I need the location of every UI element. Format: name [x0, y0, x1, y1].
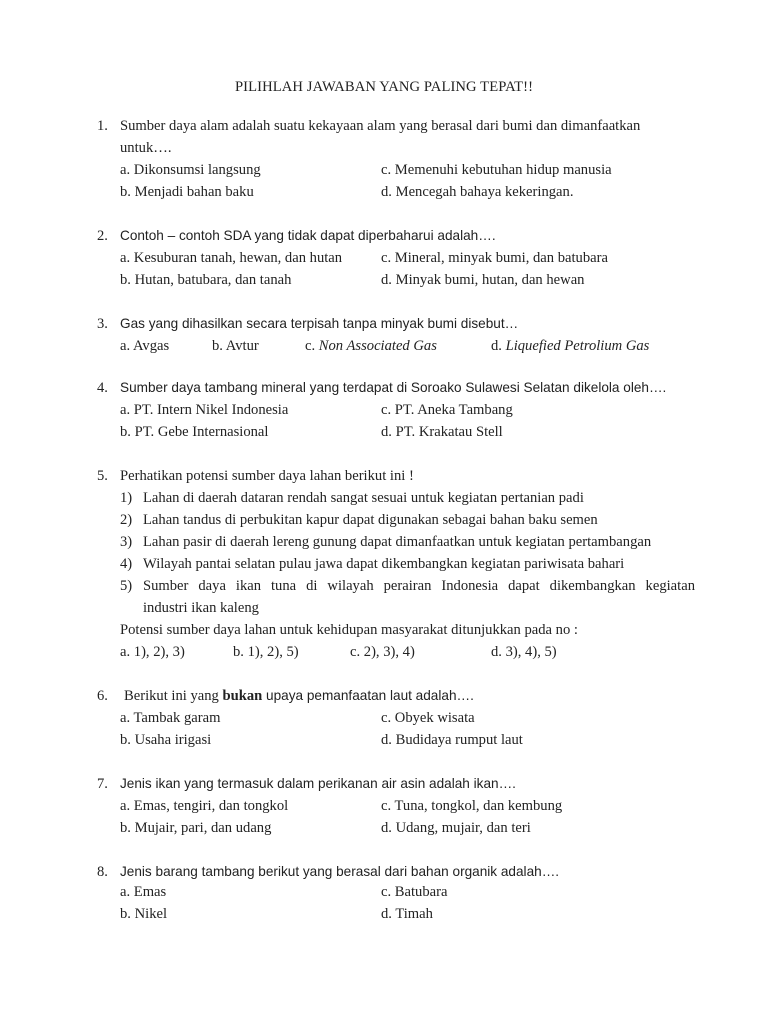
option-b: b. PT. Gebe Internasional [120, 424, 269, 440]
option-c: c. Obyek wisata [381, 710, 475, 726]
option-c: c. Memenuhi kebutuhan hidup manusia [381, 162, 612, 178]
option-c: c. Tuna, tongkol, dan kembung [381, 798, 563, 814]
question-number: 8. [97, 864, 108, 880]
option-b: b. Usaha irigasi [120, 732, 212, 748]
page-title: PILIHLAH JAWABAN YANG PALING TEPAT!! [234, 79, 534, 95]
option-a: a. Tambak garam [120, 710, 221, 726]
question-text-pre: Berikut ini yang [124, 688, 223, 704]
question-number: 1. [97, 118, 108, 134]
option-a: a. Avgas [120, 338, 170, 354]
question-text: Gas yang dihasilkan secara terpisah tanpa minyak bumi disebut… [120, 316, 519, 331]
item-number: 4) [120, 556, 133, 572]
option-c [305, 337, 437, 355]
option-a: a. PT. Intern Nikel Indonesia [120, 402, 289, 418]
option-a: a. Kesuburan tanah, hewan, dan hutan [120, 250, 343, 266]
option-a: a. 1), 2), 3) [120, 644, 185, 660]
question-text: Sumber daya tambang mineral yang terdapat di Soroako Sulawesi Selatan dikelola oleh…. [120, 380, 667, 395]
option-d-text: Liquefied Petrolium Gas [505, 338, 650, 354]
question-number: 6. [97, 688, 108, 704]
option-d: d. Budidaya rumput laut [381, 732, 523, 748]
option-c: c. Batubara [381, 884, 448, 900]
question-text-bold: bukan [222, 688, 263, 704]
option-c: c. 2), 3), 4) [350, 644, 415, 660]
option-b: b. Menjadi bahan baku [120, 184, 254, 200]
item-number: 2) [120, 512, 133, 528]
option-d: d. 3), 4), 5) [491, 644, 557, 660]
item-text: Sumber daya ikan tuna di wilayah perairan Indonesia dapat dikembangkan kegiatan [143, 578, 695, 594]
question-text-cont: untuk…. [120, 140, 172, 156]
item-number: 1) [120, 490, 133, 506]
question-text: Contoh – contoh SDA yang tidak dapat diperbaharui adalah…. [120, 228, 496, 243]
question-text-post: upaya pemanfaatan laut adalah…. [262, 688, 474, 703]
question-number: 4. [97, 380, 108, 396]
question-number: 2. [97, 228, 108, 244]
option-d: d. Mencegah bahaya kekeringan. [381, 184, 574, 200]
option-b: b. Nikel [120, 906, 168, 922]
option-d: d. Udang, mujair, dan teri [381, 820, 531, 836]
option-c: c. PT. Aneka Tambang [381, 402, 513, 418]
option-d: d. Timah [381, 906, 433, 922]
question-text: Jenis ikan yang termasuk dalam perikanan air asin adalah ikan…. [120, 776, 516, 791]
question-text: Perhatikan potensi sumber daya lahan berikut ini ! [120, 468, 414, 484]
item-text: Lahan di daerah dataran rendah sangat sesuai untuk kegiatan pertanian padi [143, 490, 584, 506]
question-number: 3. [97, 316, 108, 332]
question-number: 7. [97, 776, 108, 792]
option-b: b. Avtur [212, 338, 259, 354]
question-text [124, 687, 474, 705]
item-text-cont: industri ikan kaleng [143, 600, 259, 616]
item-text: Lahan pasir di daerah lereng gunung dapat dimanfaatkan untuk kegiatan pertambangan [143, 534, 652, 550]
item-number: 5) [120, 578, 133, 594]
question-text: Jenis barang tambang berikut yang berasal dari bahan organik adalah…. [120, 864, 560, 879]
question-prompt: Potensi sumber daya lahan untuk kehidupan masyarakat ditunjukkan pada no : [120, 622, 578, 638]
question-number: 5. [97, 468, 108, 484]
option-d: d. Minyak bumi, hutan, dan hewan [381, 272, 585, 288]
option-d [491, 337, 649, 355]
item-text: Lahan tandus di perbukitan kapur dapat digunakan sebagai bahan baku semen [143, 512, 598, 528]
option-b: b. Hutan, batubara, dan tanah [120, 272, 292, 288]
option-b: b. 1), 2), 5) [233, 644, 299, 660]
option-a: a. Emas [120, 884, 167, 900]
option-b: b. Mujair, pari, dan udang [120, 820, 272, 836]
item-text: Wilayah pantai selatan pulau jawa dapat dikembangkan kegiatan pariwisata bahari [143, 556, 625, 572]
option-c: c. Mineral, minyak bumi, dan batubara [381, 250, 608, 266]
option-d: d. PT. Krakatau Stell [381, 424, 503, 440]
question-text: Sumber daya alam adalah suatu kekayaan alam yang berasal dari bumi dan dimanfaatkan [120, 118, 641, 134]
option-a: a. Emas, tengiri, dan tongkol [120, 798, 289, 814]
option-d-label: d. [491, 338, 506, 354]
option-c-text: Non Associated Gas [318, 338, 437, 354]
option-c-label: c. [305, 338, 319, 354]
option-a: a. Dikonsumsi langsung [120, 162, 261, 178]
item-number: 3) [120, 534, 133, 550]
